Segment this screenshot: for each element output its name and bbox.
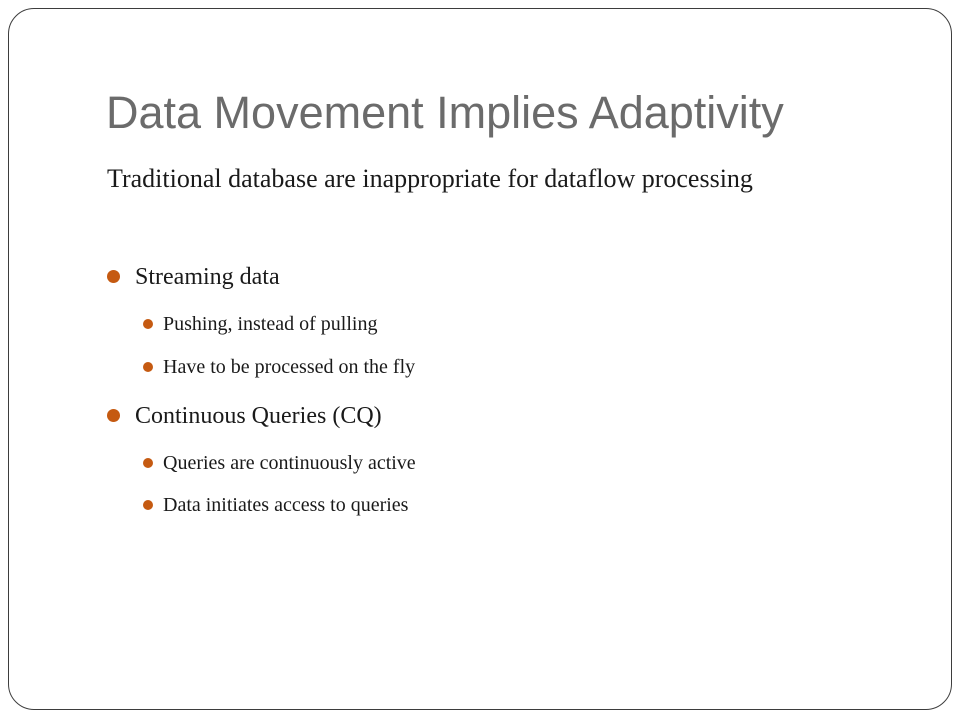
sub-bullet-queries-active: Queries are continuously active <box>163 452 416 474</box>
sub-bullet-dot-icon <box>143 362 153 372</box>
sub-bullet-on-the-fly: Have to be processed on the fly <box>163 356 416 378</box>
bullet-continuous-queries: Continuous Queries (CQ) <box>135 403 382 429</box>
sub-bullet-dot-icon <box>143 319 153 329</box>
bullet-streaming-data: Streaming data <box>135 264 280 290</box>
slide-intro-text: Traditional database are inappropriate for dataflow processing <box>107 164 753 193</box>
sub-bullet-pushing: Pushing, instead of pulling <box>163 313 378 335</box>
slide-title: Data Movement Implies Adaptivity <box>106 87 784 138</box>
bullet-dot-icon <box>107 409 120 422</box>
sub-bullet-dot-icon <box>143 500 153 510</box>
bullet-dot-icon <box>107 270 120 283</box>
sub-bullet-dot-icon <box>143 458 153 468</box>
sub-bullet-data-initiates: Data initiates access to queries <box>163 494 409 516</box>
